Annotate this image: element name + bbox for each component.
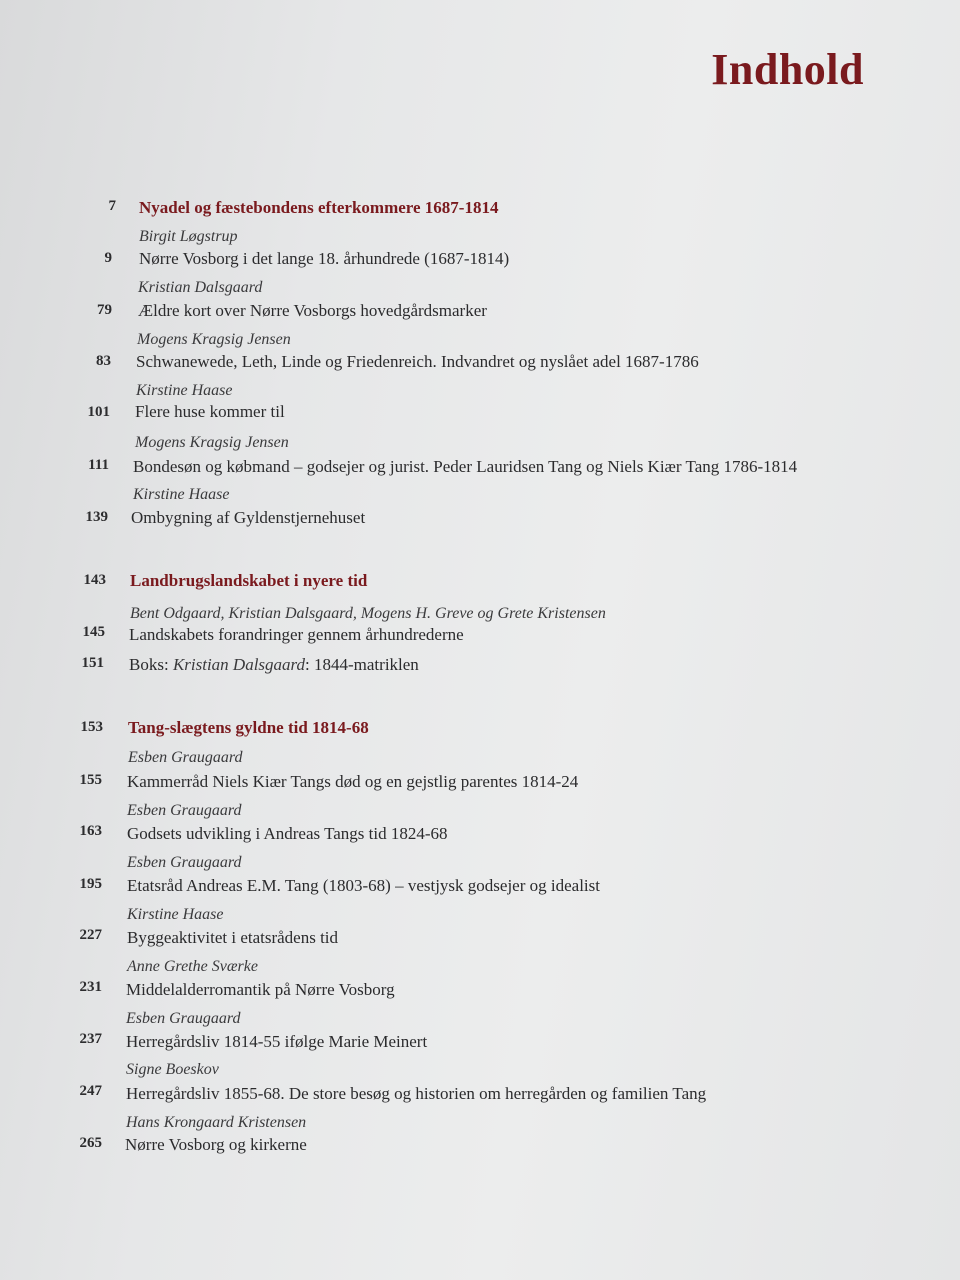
entry-title: Kammerråd Niels Kiær Tangs død og en gejstlig parentes 1814-24 — [127, 772, 579, 791]
entry-title: Godsets udvikling i Andreas Tangs tid 1824-68 — [127, 824, 448, 843]
entry-page-number: 227 — [79, 927, 102, 943]
entry-page-number: 111 — [88, 457, 109, 473]
section-title: Tang-slægtens gyldne tid 1814-68 — [128, 718, 369, 737]
entry-title: Landskabets forandringer gennem århundrederne — [129, 625, 464, 644]
box-entry — [129, 655, 419, 675]
entry-author: Esben Graugaard — [127, 854, 242, 871]
entry-page-number: 237 — [79, 1031, 102, 1047]
entry-page-number: 145 — [82, 624, 105, 640]
entry-title: Byggeaktivitet i etatsrådens tid — [127, 928, 339, 947]
entry-page-number: 151 — [81, 655, 104, 671]
entry-author: Esben Graugaard — [128, 749, 243, 766]
entry-title: Ældre kort over Nørre Vosborgs hovedgårdsmarker — [138, 301, 487, 320]
section-title: Nyadel og fæstebondens efterkommere 1687-1814 — [139, 198, 499, 217]
entry-page-number: 195 — [79, 876, 102, 892]
entry-author: Kirstine Haase — [127, 906, 224, 923]
entry-title: Bondesøn og købmand – godsejer og jurist. Peder Lauridsen Tang og Niels Kiær Tang 1786-1814 — [133, 457, 798, 476]
entry-author: Kirstine Haase — [133, 486, 230, 503]
section-page-number: 153 — [80, 719, 103, 735]
entry-page-number: 155 — [79, 772, 102, 788]
entry-title: Ombygning af Gyldenstjernehuset — [131, 508, 366, 527]
entry-title: Nørre Vosborg og kirkerne — [125, 1135, 307, 1154]
entry-title: Middelalderromantik på Nørre Vosborg — [126, 980, 395, 999]
entry-author: Anne Grethe Sværke — [127, 958, 258, 975]
section-title: Landbrugslandskabet i nyere tid — [130, 571, 368, 590]
entry-page-number: 139 — [85, 509, 108, 525]
entry-title: Herregårdsliv 1814-55 ifølge Marie Meinert — [126, 1032, 428, 1051]
entry-title: Nørre Vosborg i det lange 18. århundrede (1687-1814) — [139, 249, 510, 268]
entry-page-number: 231 — [79, 979, 102, 995]
entry-page-number: 101 — [87, 404, 110, 420]
entry-author: Kristian Dalsgaard — [138, 279, 263, 296]
entry-author: Esben Graugaard — [127, 802, 242, 819]
entry-title: Schwanewede, Leth, Linde og Friedenreich. Indvandret og nyslået adel 1687-1786 — [136, 352, 699, 371]
entry-page-number: 79 — [97, 302, 112, 318]
section-page-number: 143 — [83, 572, 106, 588]
entry-page-number: 163 — [79, 823, 102, 839]
entry-author: Birgit Løgstrup — [139, 228, 238, 245]
entry-author: Mogens Kragsig Jensen — [137, 331, 291, 348]
box-label: Boks: — [129, 655, 173, 674]
entry-title: Etatsråd Andreas E.M. Tang (1803-68) – vestjysk godsejer og idealist — [127, 876, 600, 895]
entry-title: Flere huse kommer til — [135, 402, 285, 421]
entry-page-number: 9 — [104, 250, 112, 266]
entry-author: Signe Boeskov — [126, 1061, 219, 1078]
entry-author: Mogens Kragsig Jensen — [135, 434, 289, 451]
entry-author: Bent Odgaard, Kristian Dalsgaard, Mogens H. Greve og Grete Kristensen — [130, 605, 606, 622]
entry-page-number: 265 — [79, 1135, 102, 1151]
entry-title: Herregårdsliv 1855-68. De store besøg og historien om herregården og familien Tang — [126, 1084, 707, 1103]
page-title: Indhold — [711, 45, 864, 94]
entry-author: Kirstine Haase — [136, 382, 233, 399]
box-author: Kristian Dalsgaard — [172, 655, 306, 674]
entry-author: Hans Krongaard Kristensen — [126, 1114, 307, 1131]
entry-page-number: 83 — [96, 353, 111, 369]
box-title: : 1844-matriklen — [305, 655, 419, 674]
section-page-number: 7 — [108, 198, 116, 214]
entry-author: Esben Graugaard — [126, 1010, 241, 1027]
entry-page-number: 247 — [79, 1083, 102, 1099]
